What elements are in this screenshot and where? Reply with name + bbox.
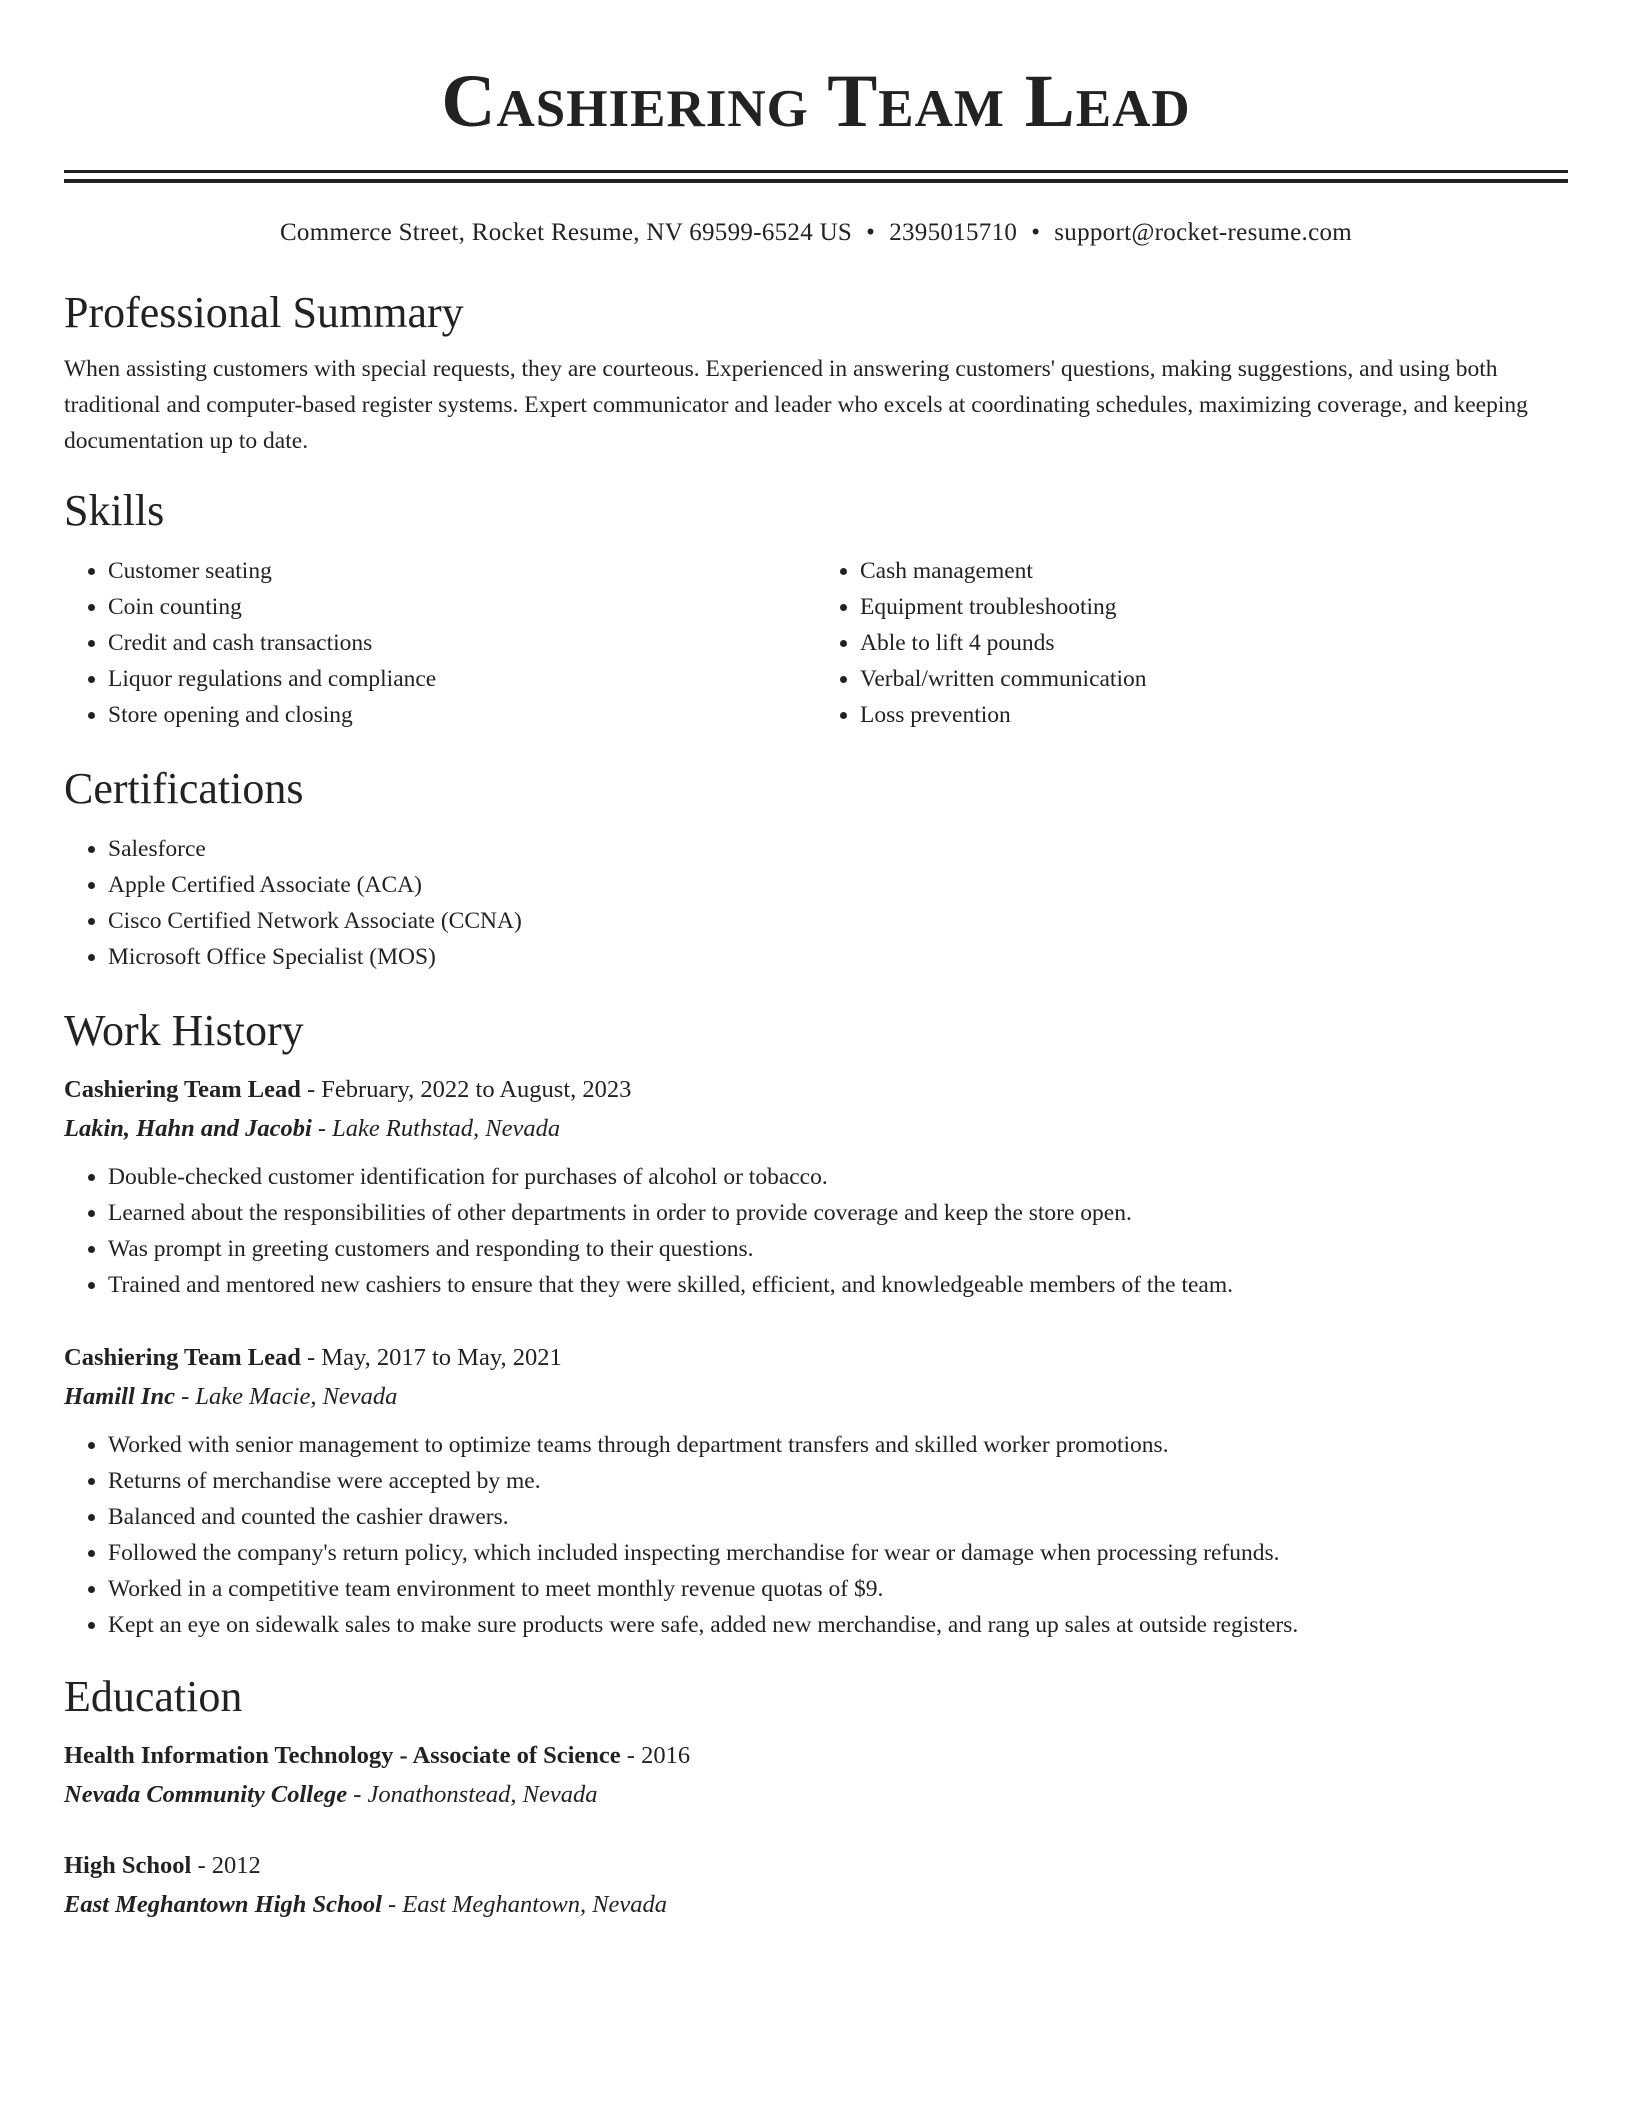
certification-item: • Salesforce <box>108 831 1568 867</box>
contact-address: Commerce Street, Rocket Resume, NV 69599-6524 US <box>279 219 853 246</box>
education-heading: Education <box>64 1672 243 1721</box>
education-school: Nevada Community College <box>64 1781 348 1808</box>
job-dates: - May, 2017 to May, 2021 <box>300 1344 562 1371</box>
job-duties-list <box>64 1159 1568 1303</box>
certifications-list <box>64 831 1568 975</box>
job-duty: • Double-checked customer identification for purchases of alcohol or tobacco. <box>108 1159 1568 1195</box>
education-school: East Meghantown High School <box>64 1891 382 1918</box>
contact-separator: • <box>866 219 876 246</box>
summary-section <box>64 287 1568 459</box>
job-header <box>64 1071 1568 1109</box>
job-duty: • Trained and mentored new cashiers to ensure that they were skilled, efficient, and knowledgeable members of the team. <box>108 1267 1568 1303</box>
education-institution <box>64 1775 1568 1815</box>
education-year: - 2012 <box>191 1852 261 1879</box>
summary-heading: Professional Summary <box>64 288 464 337</box>
job-duty: • Kept an eye on sidewalk sales to make sure products were safe, added new merchandise, and rang up sales at outside registers. <box>108 1607 1568 1643</box>
education-institution <box>64 1885 1568 1925</box>
job-duty: • Was prompt in greeting customers and responding to their questions. <box>108 1231 1568 1267</box>
page-title: Cashiering Team Lead <box>441 60 1191 143</box>
skill-item: • Liquor regulations and compliance <box>108 661 816 697</box>
certifications-heading: Certifications <box>64 764 304 813</box>
skills-list-right <box>816 553 1568 733</box>
job-location: - Lake Macie, Nevada <box>174 1383 398 1410</box>
contact-email: support@rocket-resume.com <box>1054 219 1353 246</box>
work-history-section <box>64 1005 1568 1643</box>
contact-phone: 2395015710 <box>889 219 1018 246</box>
certification-item: • Apple Certified Associate (ACA) <box>108 867 1568 903</box>
job-employer <box>64 1109 1568 1149</box>
skill-item: • Cash management <box>860 553 1568 589</box>
contact-line <box>64 217 1568 249</box>
education-degree: High School <box>64 1852 192 1879</box>
contact-separator: • <box>1031 219 1041 246</box>
skill-item: • Loss prevention <box>860 697 1568 733</box>
education-degree: Health Information Technology - Associate of Science <box>64 1742 621 1769</box>
skill-item: • Equipment troubleshooting <box>860 589 1568 625</box>
skills-list-left <box>64 553 816 733</box>
summary-text: When assisting customers with special requests, they are courteous. Experienced in answering customers' questions, making suggestions, and using both traditional and computer-based register systems. Expert communicator and leader who excels at coordinating schedules, maximizing coverage, and keeping documentation up to date. <box>64 356 1528 454</box>
job-entry <box>64 1339 1568 1643</box>
skill-item: • Able to lift 4 pounds <box>860 625 1568 661</box>
job-duties-list <box>64 1427 1568 1643</box>
job-dates: - February, 2022 to August, 2023 <box>300 1076 632 1103</box>
certification-item: • Cisco Certified Network Associate (CCNA) <box>108 903 1568 939</box>
job-duty: • Balanced and counted the cashier drawers. <box>108 1499 1568 1535</box>
skills-section <box>64 485 1568 733</box>
skills-heading: Skills <box>64 486 165 535</box>
education-entry <box>64 1737 1568 1815</box>
skills-columns <box>64 553 1568 733</box>
job-location: - Lake Ruthstad, Nevada <box>311 1115 561 1142</box>
education-location: - East Meghantown, Nevada <box>381 1891 668 1918</box>
education-location: - Jonathonstead, Nevada <box>347 1781 598 1808</box>
job-duty: • Worked in a competitive team environment to meet monthly revenue quotas of $9. <box>108 1571 1568 1607</box>
skill-item: • Store opening and closing <box>108 697 816 733</box>
title-divider-top <box>64 170 1568 173</box>
education-header <box>64 1737 1568 1775</box>
job-employer <box>64 1377 1568 1417</box>
education-header <box>64 1847 1568 1885</box>
job-header <box>64 1339 1568 1377</box>
job-company: Hamill Inc <box>64 1383 175 1410</box>
skill-item: • Verbal/written communication <box>860 661 1568 697</box>
skill-item: • Credit and cash transactions <box>108 625 816 661</box>
title-divider-bottom <box>64 179 1568 183</box>
job-entry <box>64 1071 1568 1303</box>
work-history-heading: Work History <box>64 1006 304 1055</box>
skill-item: • Customer seating <box>108 553 816 589</box>
job-duty: • Returns of merchandise were accepted by me. <box>108 1463 1568 1499</box>
skill-item: • Coin counting <box>108 589 816 625</box>
job-company: Lakin, Hahn and Jacobi <box>64 1115 312 1142</box>
certifications-section <box>64 763 1568 975</box>
job-title: Cashiering Team Lead <box>64 1344 301 1371</box>
job-title: Cashiering Team Lead <box>64 1076 301 1103</box>
certification-item: • Microsoft Office Specialist (MOS) <box>108 939 1568 975</box>
job-duty: • Learned about the responsibilities of other departments in order to provide coverage and keep the store open. <box>108 1195 1568 1231</box>
job-duty: • Worked with senior management to optimize teams through department transfers and skilled worker promotions. <box>108 1427 1568 1463</box>
education-entry <box>64 1847 1568 1925</box>
job-duty: • Followed the company's return policy, which included inspecting merchandise for wear or damage when processing refunds. <box>108 1535 1568 1571</box>
education-section <box>64 1671 1568 1925</box>
education-year: - 2016 <box>620 1742 691 1769</box>
